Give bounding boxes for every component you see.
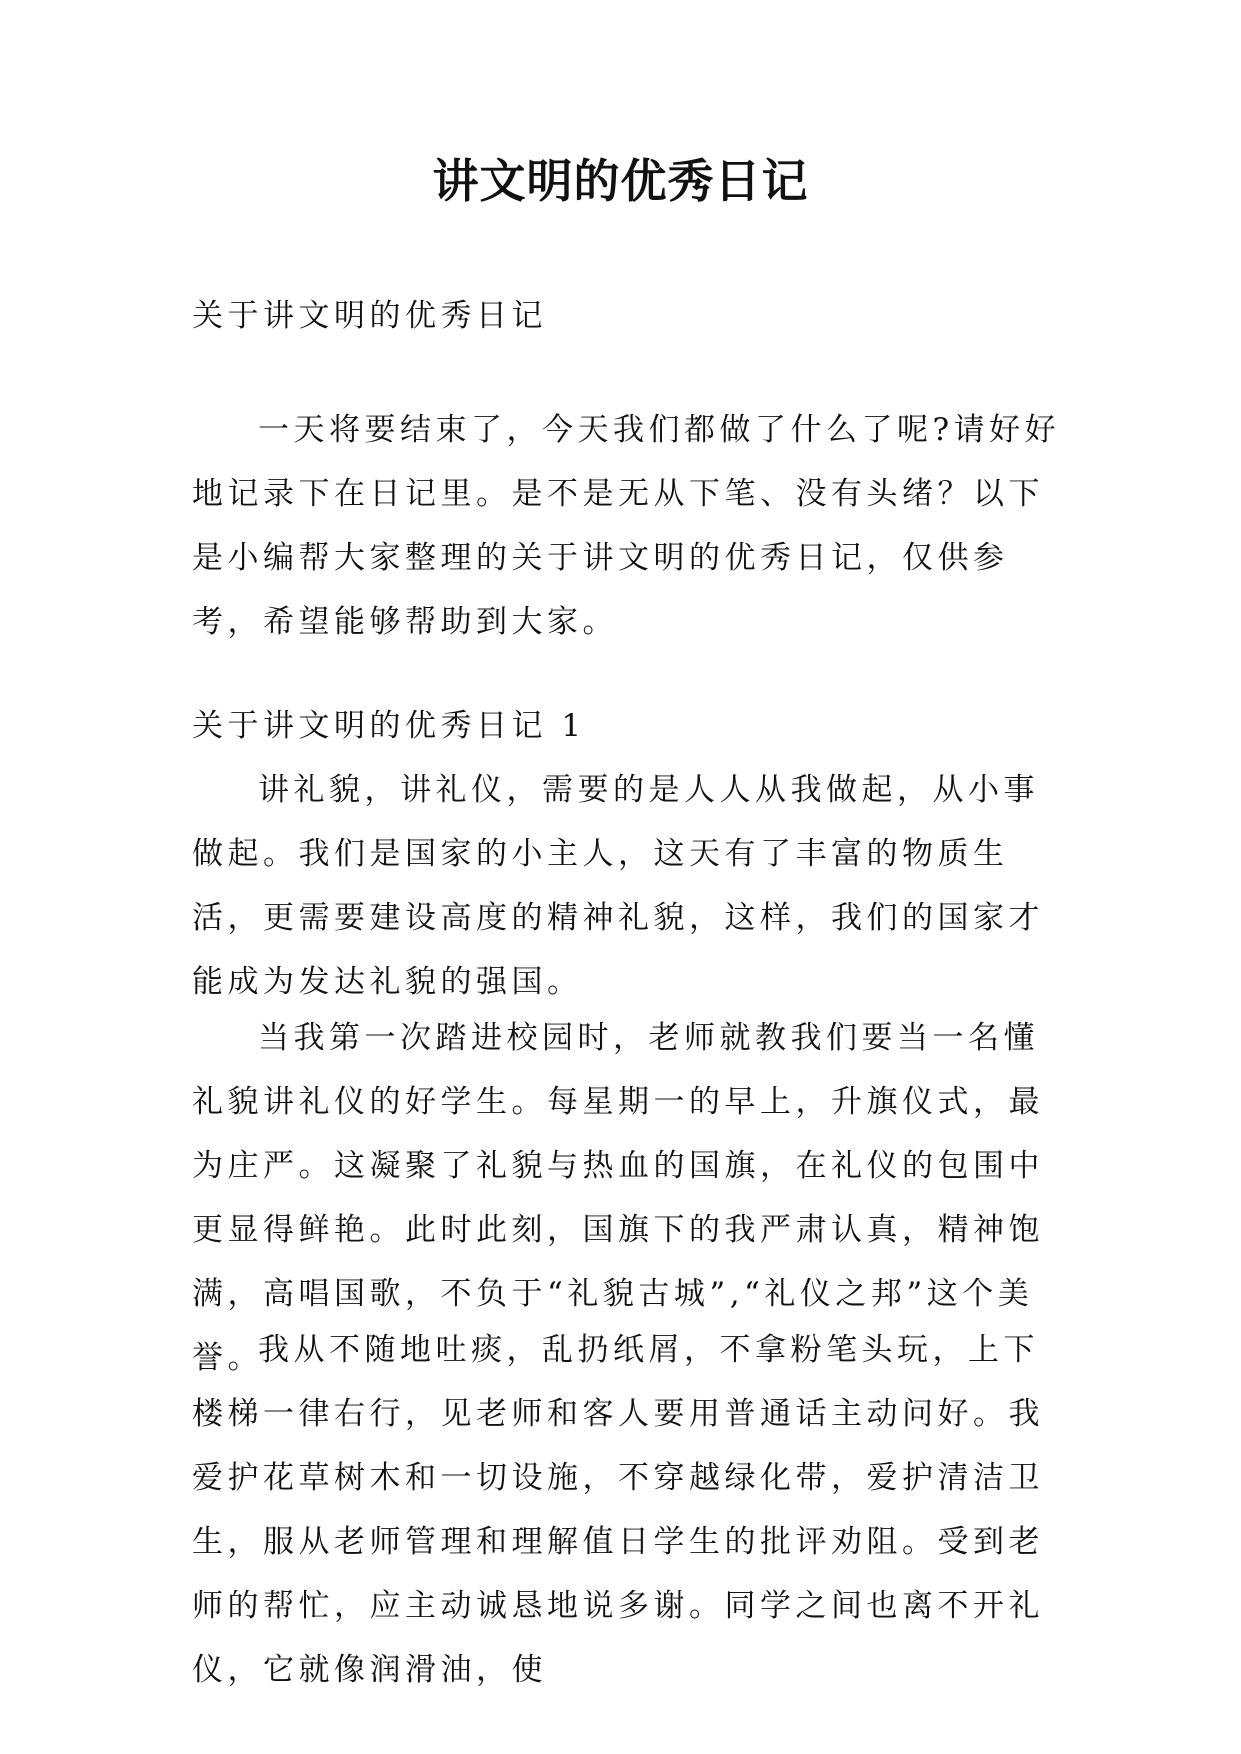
document-subtitle: 关于讲文明的优秀日记: [192, 298, 547, 334]
section-heading: 关于讲文明的优秀日记 1: [192, 708, 586, 744]
body-paragraph: 当我第一次踏进校园时，老师就教我们要当一名懂礼貌讲礼仪的好学生。每星期一的早上，升旗仪式，最为庄严。这凝聚了礼貌与热血的国旗，在礼仪的包围中更显得鲜艳。此时此刻，国旗下的我严肃认真，精神饱满，高唱国歌，不负于“礼貌古城”,“礼仪之邦”这个美誉。: [192, 1020, 1044, 1376]
body-paragraph: 我从不随地吐痰，乱扔纸屑，不拿粉笔头玩，上下楼梯一律右行，见老师和客人要用普通话主动问好。我爱护花草树木和一切设施，不穿越绿化带，爱护清洁卫生，服从老师管理和理解值日学生的批评劝阻。受到老师的帮忙，应主动诚恳地说多谢。同学之间也离不开礼仪，它就像润滑油，使: [192, 1332, 1044, 1688]
intro-paragraph: 一天将要结束了，今天我们都做了什么了呢?请好好地记录下在日记里。是不是无从下笔、没有头绪？以下是小编帮大家整理的关于讲文明的优秀日记，仅供参考，希望能够帮助到大家。: [192, 412, 1061, 640]
document-title: 讲文明的优秀日记: [432, 154, 809, 208]
body-paragraph: 讲礼貌，讲礼仪，需要的是人人从我做起，从小事做起。我们是国家的小主人，这天有了丰富的物质生活，更需要建设高度的精神礼貌，这样，我们的国家才能成为发达礼貌的强国。: [192, 772, 1044, 1000]
